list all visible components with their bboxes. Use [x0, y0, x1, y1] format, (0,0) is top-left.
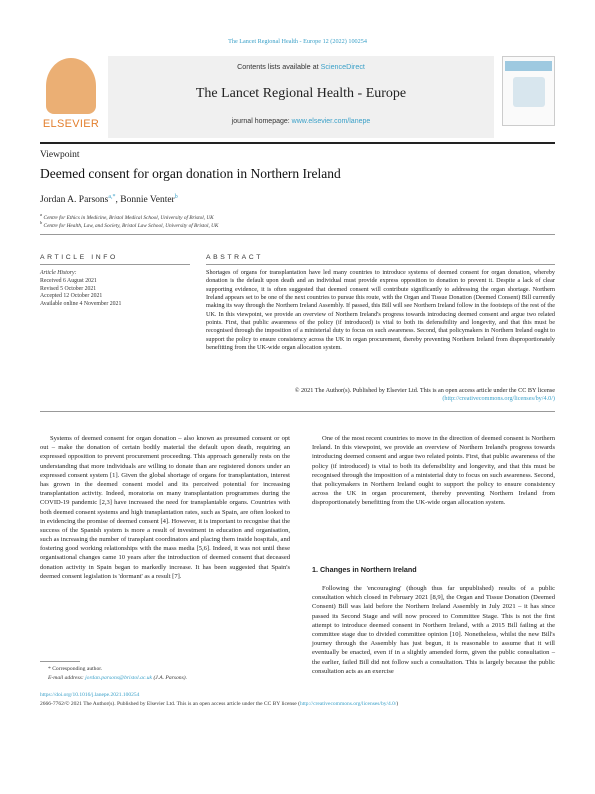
body-paragraph: One of the most recent countries to move in the direction of deemed consent is Northern Ireland. In this viewpoint, we provide an overview of Northern Ireland's progress towards introducing deemed consent and argue two related points. First, that public awareness of the policy (if introduced) is vital to both its defensibility and longevity, and that this must be recognised through the imposition of a ministerial duty to focus on such awareness. Second, that policymakers in Northern Ireland ought to support the policy to ensure consistency across the UK in organ procurement, thereby preventing Northern Ireland from disproportionately benefitting from the UK-wide organ allocation system. — [312, 435, 555, 507]
sciencedirect-link[interactable]: ScienceDirect — [320, 62, 365, 71]
affiliation-b — [40, 220, 218, 229]
license-text: © 2021 The Author(s). Published by Elsevier Ltd. This is an open access article under the CC BY license — [294, 387, 555, 394]
email-suffix: (J.A. Parsons). — [152, 675, 188, 681]
abstract-rule — [206, 264, 555, 265]
affiliation-text: Centre for Health, Law, and Society, Bristol Law School, University of Bristol, UK — [43, 222, 219, 229]
history-label: Article History: — [40, 270, 77, 276]
abstract-text: Shortages of organs for transplantation have led many countries to introduce systems of deemed consent for organ donation, whereby donation is the default upon death and an individual must provide express opposition to donation to prevent it. Despite a lack of clear supporting evidence, it is often suggested that deemed consent will contribute significantly to addressing the organ shortage. Northern Ireland appears set to be one of the next countries to pursue this route, with the Organ and Tissue Donation (Deemed Consent) Bill currently making its way through the Northern Ireland Assembly. If passed, this Bill will see Northern Ireland follow in the footsteps of the rest of the UK. In this viewpoint, we provide an overview of Northern Ireland's progress towards introducing deemed consent and argue two related points. First, that public awareness of the policy (if introduced) is vital to both its defensibility and longevity, and that this must be recognised through the imposition of a ministerial duty to focus on such awareness. Second, that policymakers in Northern Ireland ought to support the policy to ensure consistency across the UK in organ procurement, thereby preventing Northern Ireland from disproportionately benefitting from the UK-wide organ allocation system. — [206, 269, 555, 352]
affiliation-mark: b — [40, 220, 43, 225]
history-received: Received 6 August 2021 — [40, 277, 97, 284]
abstract-bottom-rule — [40, 411, 555, 412]
section-heading: 1. Changes in Northern Ireland — [312, 565, 417, 574]
doi-link[interactable]: https://doi.org/10.1016/j.lanepe.2021.100254 — [40, 692, 140, 698]
header-rule — [40, 142, 555, 144]
elsevier-tree-icon — [46, 58, 96, 114]
email-label: E-mail address: — [48, 675, 86, 681]
history-accepted: Accepted 12 October 2021 — [40, 293, 103, 300]
email-note — [48, 675, 187, 681]
affiliation-mark: a — [40, 212, 43, 217]
section-divider — [40, 234, 555, 235]
contents-line — [108, 62, 494, 71]
homepage-line — [108, 118, 494, 125]
body-right-column — [312, 434, 555, 508]
abstract-heading: ABSTRACT — [206, 254, 264, 261]
body-paragraph: Systems of deemed consent for organ donation – also known as presumed consent or opt out – make the donation of certain bodily material the default upon death, requiring an expressed opposition to prevent procurement proceeding. This approach generally rests on the understanding that more individuals are willing to donate than are registered donors under an expressed consent system [1]. Given the global shortage of organs for transplantation, interest has grown in the deemed consent model and its perceived potential for increasing transplantation activity. Indeed, moratoria on many transplantation programmes during the COVID-19 pandemic [2,3] have increased the need for transplantable organs. Countries with both deemed consent systems and high transplantation rates, such as Spain, are often looked to in evidencing the promise of deemed consent [4]. However, it is important to recognise that the success of the Spanish system is more a result of investment in education and organisation, such as increasing the number of transplant coordinators and placing them inside hospitals, and fostering good working relationships with the mass media [5,6]. Indeed, it was not until these organisational changes came 10 years after the introduction of deemed consent that deceased donation activity in Spain began to markedly increase. It has been suggested that Spain's deemed consent legislation is 'dormant' as a result [7]. — [40, 435, 290, 580]
footnote-rule — [40, 661, 80, 662]
article-title: Deemed consent for organ donation in Northern Ireland — [40, 166, 341, 181]
corresponding-author-note: * Corresponding author. — [48, 666, 103, 672]
elsevier-wordmark: ELSEVIER — [42, 118, 100, 130]
cover-band — [505, 61, 552, 71]
author-name[interactable]: Bonnie Venter — [120, 195, 175, 206]
body-left-column — [40, 434, 290, 581]
article-history — [40, 270, 200, 309]
article-type: Viewpoint — [40, 150, 80, 160]
history-online: Available online 4 November 2021 — [40, 301, 122, 308]
copyright-license-link[interactable]: http://creativecommons.org/licenses/by/4.0/ — [299, 701, 397, 707]
journal-title: The Lancet Regional Health - Europe — [195, 86, 407, 101]
copyright-line — [40, 701, 560, 707]
affiliation-text: Centre for Ethics in Medicine, Bristol Medical School, University of Bristol, UK — [43, 214, 214, 221]
history-revised: Revised 5 October 2021 — [40, 285, 97, 292]
journal-cover-image[interactable] — [502, 56, 555, 126]
article-info-heading: ARTICLE INFO — [40, 254, 118, 261]
homepage-prefix: journal homepage: — [231, 118, 292, 125]
journal-header — [40, 56, 555, 138]
contents-prefix: Contents lists available at — [237, 62, 321, 71]
journal-citation[interactable]: The Lancet Regional Health - Europe 12 (2022) 100254 — [228, 38, 367, 45]
body-right-column-continued — [312, 584, 555, 676]
journal-banner — [108, 56, 494, 138]
homepage-link[interactable]: www.elsevier.com/lanepe — [291, 118, 371, 125]
body-paragraph: Following the 'encouraging' (though thus far unpublished) results of a public consultation which closed in February 2021 [8,9], the Organ and Tissue Donation (Deemed Consent) Bill was laid before the Northern Ireland Assembly in July 2021 – it has since passed its Second Stage and will now proceed to Committee Stage. This is not the first attempt to introduce deemed consent in Northern Ireland, with a 2015 Bill failing at the committee stage due to divided committee opinion [10]. Nonetheless, whilst the new Bill's journey through the Assembly has just begun, it is reasonable to assume that it will eventually be enacted, even if in a slightly amended form, given the public consultation – the earlier, failed Bill did not follow such a consultation. This is largely because the public consultation acts as an exercise — [312, 585, 555, 675]
email-link[interactable]: jordan.parsons@bristol.ac.uk — [85, 675, 153, 681]
author-list — [40, 194, 178, 205]
copyright-suffix: ) — [396, 701, 399, 707]
elsevier-logo[interactable] — [40, 58, 102, 130]
author-affiliation-mark[interactable]: a,* — [108, 194, 116, 200]
license-link[interactable]: (http://creativecommons.org/licenses/by/4.0/) — [442, 395, 555, 403]
author-affiliation-mark[interactable]: b — [174, 194, 178, 200]
copyright-text: 2666-7762/© 2021 The Author(s). Published by Elsevier Ltd. This is an open access article under the CC BY license ( — [40, 701, 300, 707]
cover-graphic — [513, 77, 545, 107]
license-statement — [206, 387, 555, 404]
author-separator: , — [115, 195, 121, 206]
info-rule — [40, 264, 190, 265]
author-name[interactable]: Jordan A. Parsons — [40, 195, 109, 206]
